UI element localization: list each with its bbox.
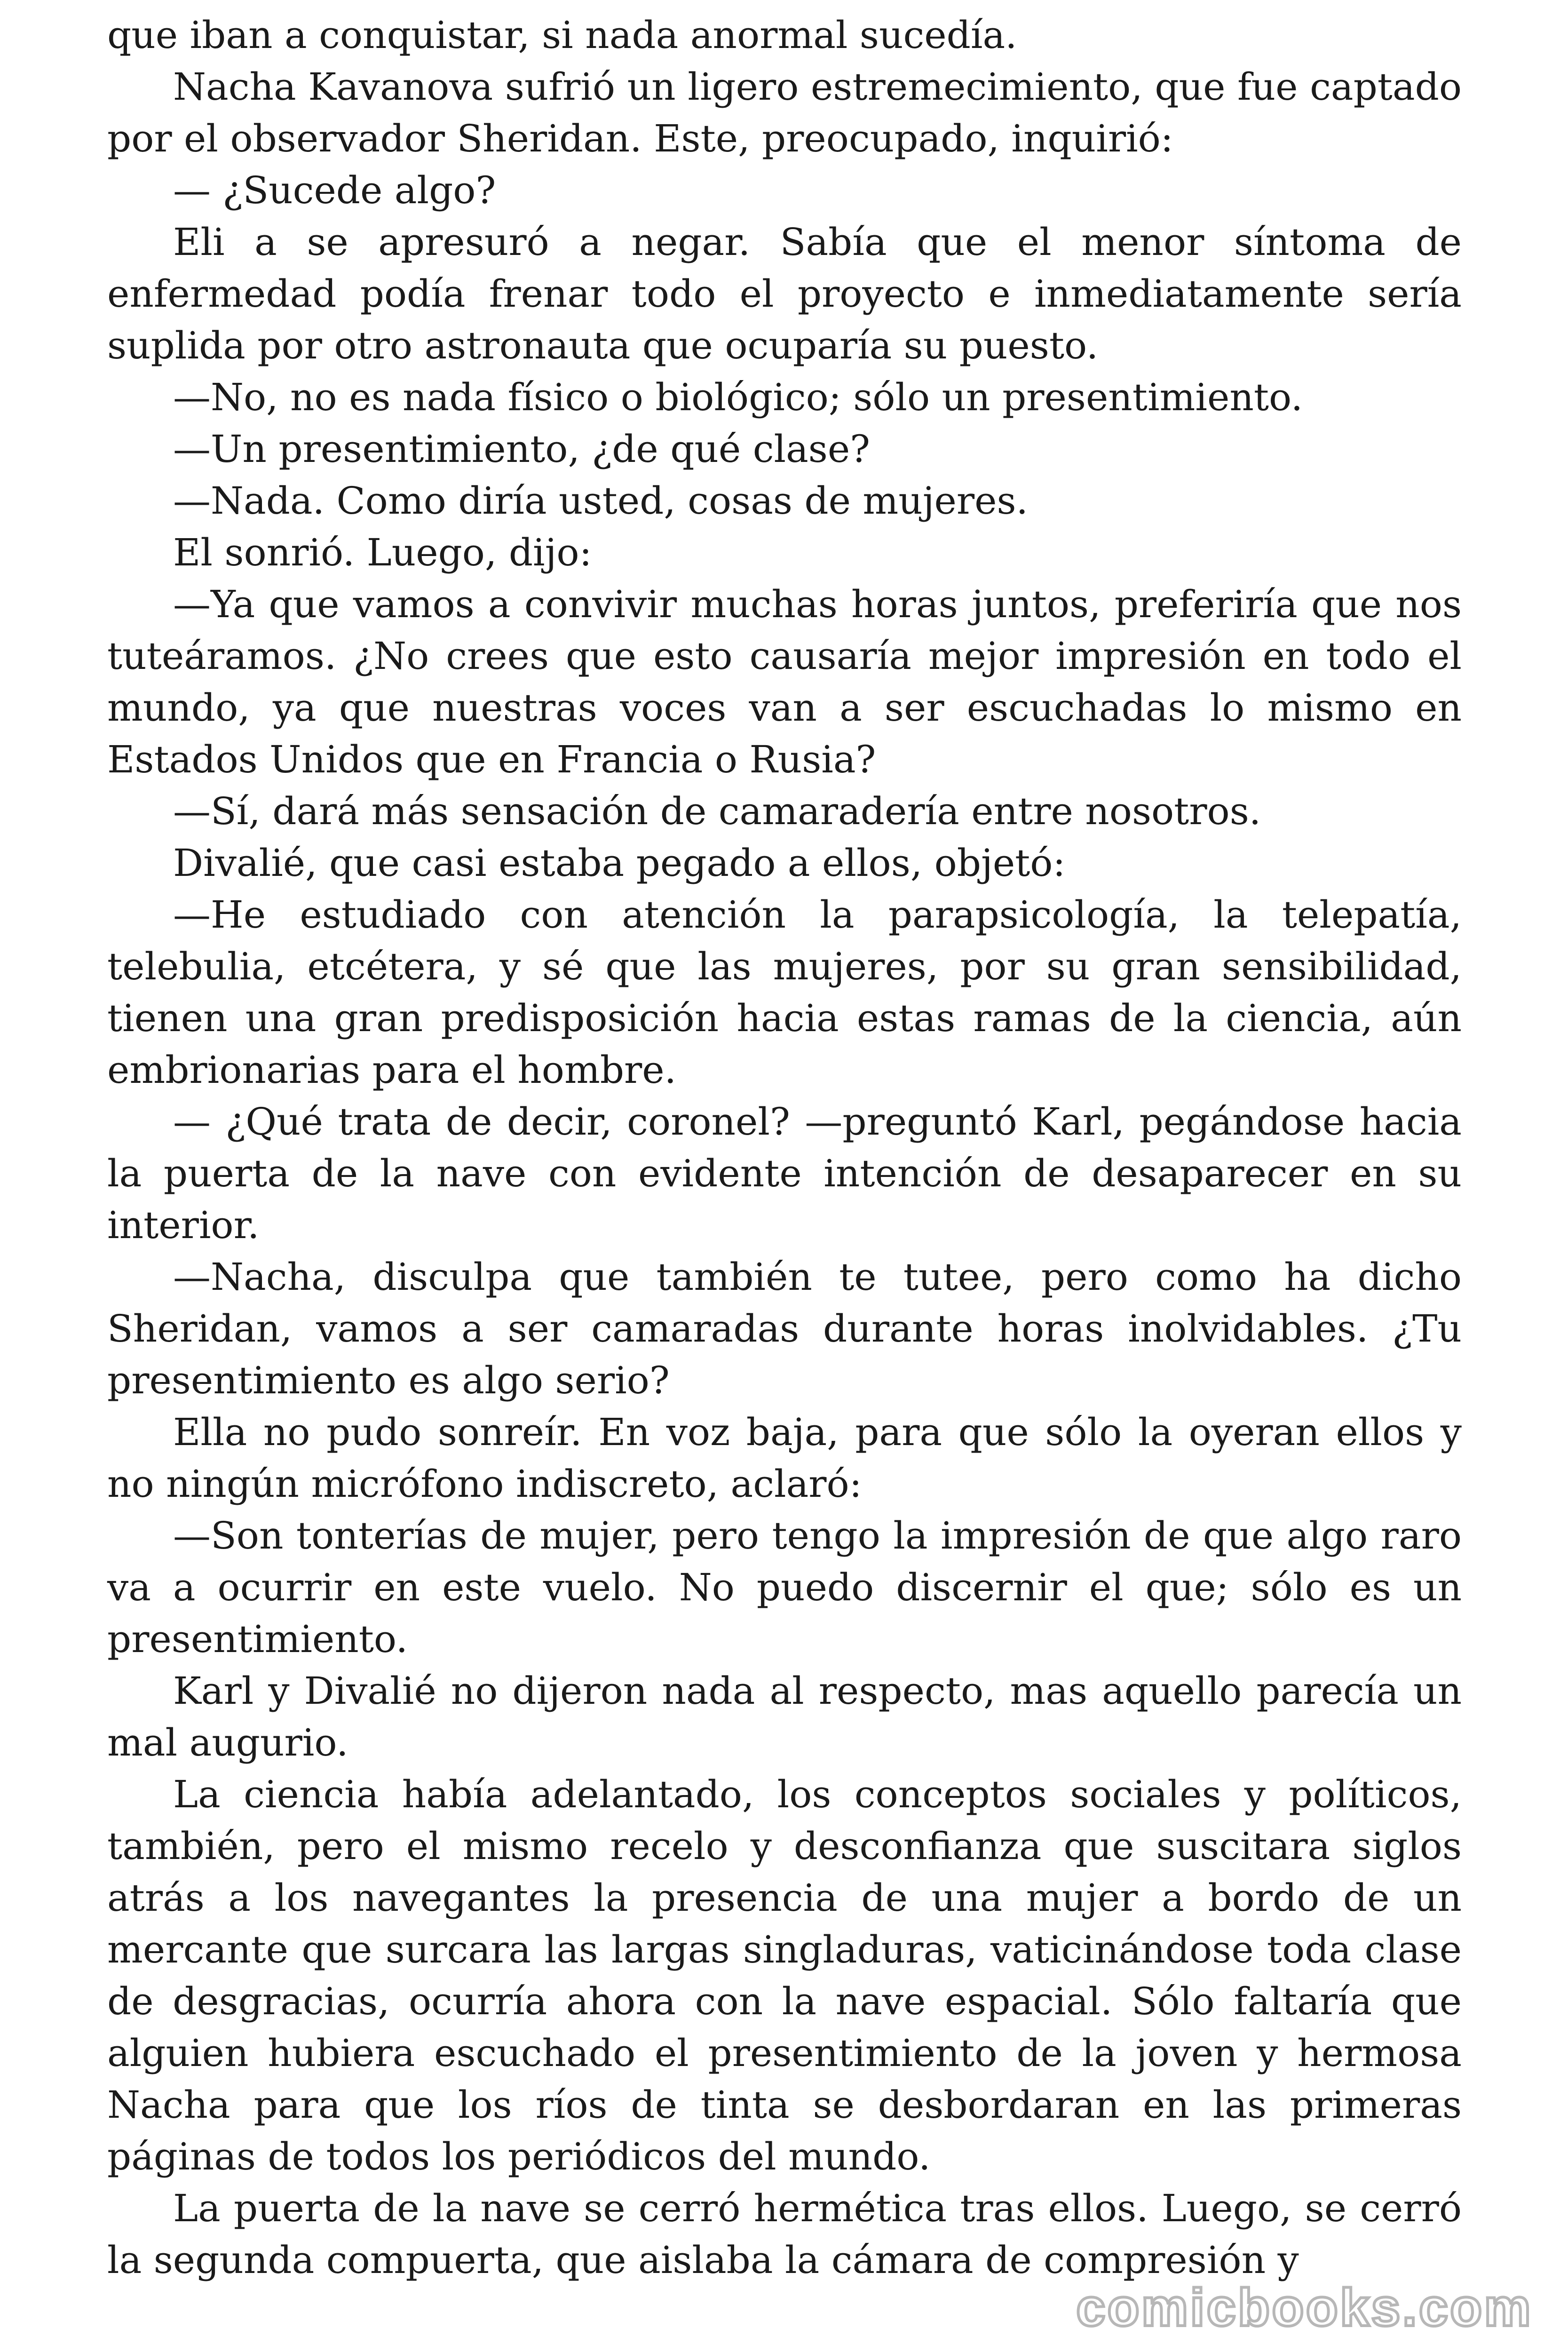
paragraph: Divalié, que casi estaba pegado a ellos, objetó: xyxy=(173,841,1066,885)
paragraph: —He estudiado con atención la parapsicología, la telepatía, telebulia, etcétera, y sé que las mujeres, por su gran sensibilidad, tienen una gran predisposición hacia estas ramas de la ciencia, aún embrionarias para el hombre. xyxy=(107,893,1462,1092)
paragraph: que iban a conquistar, si nada anormal sucedía. xyxy=(107,13,1017,57)
paragraph: — ¿Sucede algo? xyxy=(173,168,496,212)
paragraph: Eli a se apresuró a negar. Sabía que el menor síntoma de enfermedad podía frenar todo el proyecto e inmediatamente sería suplida por otro astronauta que ocuparía su puesto. xyxy=(107,220,1462,367)
paragraph: —Son tonterías de mujer, pero tengo la impresión de que algo raro va a ocurrir en este vuelo. No puedo discernir el que; sólo es un presentimiento. xyxy=(107,1514,1462,1661)
paragraph: La ciencia había adelantado, los conceptos sociales y políticos, también, pero el mismo recelo y desconfianza que suscitara siglos atrás a los navegantes la presencia de una mujer a bordo de un mercante que surcara las largas singladuras, vaticinándose toda clase de desgracias, ocurría ahora con la nave espacial. Sólo faltaría que alguien hubiera escuchado el presentimiento de la joven y hermosa Nacha para que los ríos de tinta se desbordaran en las primeras páginas de todos los periódicos del mundo. xyxy=(107,1772,1462,2178)
paragraph: Ella no pudo sonreír. En voz baja, para que sólo la oyeran ellos y no ningún micrófono indiscreto, aclaró: xyxy=(107,1410,1462,1506)
paragraph: Karl y Divalié no dijeron nada al respecto, mas aquello parecía un mal augurio. xyxy=(107,1669,1462,1764)
paragraph: Nacha Kavanova sufrió un ligero estremecimiento, que fue captado por el observador Sheridan. Este, preocupado, inquirió: xyxy=(107,65,1462,160)
paragraph: —Nada. Como diría usted, cosas de mujeres. xyxy=(173,479,1028,523)
paragraph: —Ya que vamos a convivir muchas horas juntos, preferiría que nos tuteáramos. ¿No crees que esto causaría mejor impresión en todo el mundo, ya que nuestras voces van a ser escuchadas lo mismo en Estados Unidos que en Francia o Rusia? xyxy=(107,582,1462,781)
paragraph: —No, no es nada físico o biológico; sólo un presentimiento. xyxy=(173,375,1303,419)
paragraph: El sonrió. Luego, dijo: xyxy=(173,531,592,574)
paragraph: — ¿Qué trata de decir, coronel? —preguntó Karl, pegándose hacia la puerta de la nave con evidente intención de desaparecer en su interior. xyxy=(107,1100,1462,1247)
paragraph: —Un presentimiento, ¿de qué clase? xyxy=(173,427,871,471)
paragraph: La puerta de la nave se cerró hermética tras ellos. Luego, se cerró la segunda compuerta, que aislaba la cámara de compresión y xyxy=(107,2186,1462,2282)
watermark-logo: comicbooks.com xyxy=(1076,2278,1533,2337)
page-text xyxy=(107,9,1462,2286)
paragraph: —Nacha, disculpa que también te tutee, pero como ha dicho Sheridan, vamos a ser camaradas durante horas inolvidables. ¿Tu presentimiento es algo serio? xyxy=(107,1255,1462,1402)
paragraph: —Sí, dará más sensación de camaradería entre nosotros. xyxy=(173,789,1261,833)
